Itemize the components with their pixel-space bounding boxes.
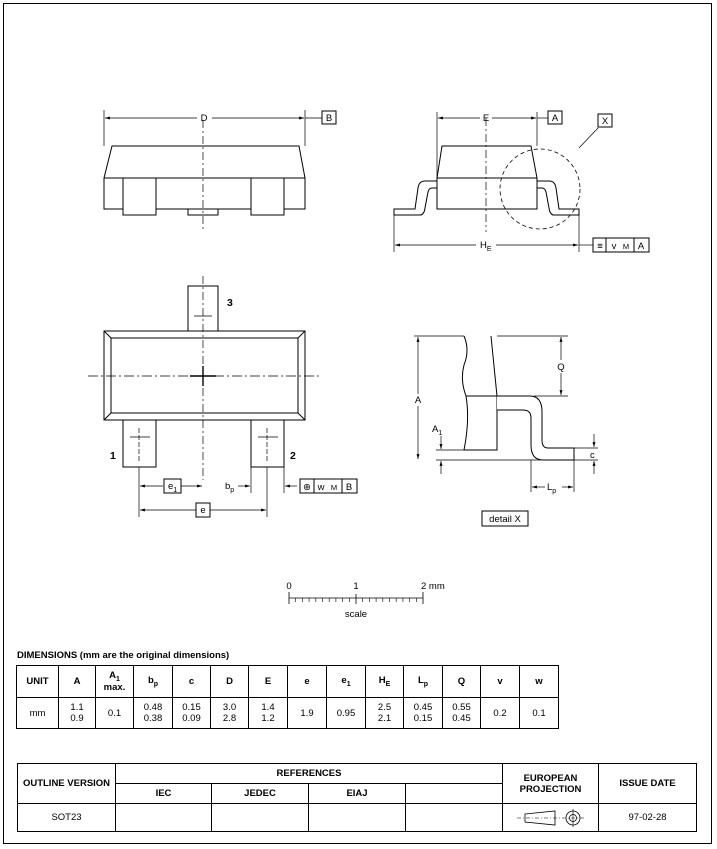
dim-label-lp: $L_p$ — [547, 482, 557, 495]
top-view — [104, 110, 336, 232]
dim-value: 0.1 — [107, 707, 122, 719]
dim-value: 0.55 — [452, 702, 471, 713]
dim-value: 2.5 — [377, 702, 392, 713]
dimensions-table — [16, 665, 559, 729]
dim-header-symbol: v — [497, 676, 503, 687]
dim-value-cell — [96, 698, 134, 729]
dim-header-subscript: p — [153, 680, 159, 688]
dim-header-extra: max. — [103, 682, 126, 694]
scale-tick-0: 0 — [286, 581, 292, 592]
dim-header-cell — [404, 666, 443, 698]
pin-label-1: 1 — [110, 450, 116, 462]
dim-value-cell — [173, 698, 211, 729]
dim-value: 0.1 — [532, 707, 546, 719]
dim-header-cell — [443, 666, 481, 698]
dim-header-cell — [134, 666, 173, 698]
dim-value: 1.4 — [261, 702, 275, 713]
dim-header-symbol: E — [264, 676, 272, 687]
dim-header-symbol: b — [147, 675, 154, 687]
dim-value: 0.45 — [452, 713, 471, 724]
dim-value-cell — [249, 698, 288, 729]
dim-label-e: e — [200, 505, 206, 516]
dim-value: 0.45 — [413, 702, 433, 713]
dim-value: 1.9 — [300, 707, 314, 719]
dim-label-c: c — [590, 450, 595, 461]
dim-header-symbol: H — [378, 675, 386, 687]
dim-label-a1: $A_1$ — [432, 424, 443, 437]
dim-header-cell — [520, 666, 559, 698]
dim-header-cell — [481, 666, 520, 698]
dim-value: mm — [29, 707, 46, 719]
dim-header-cell — [288, 666, 327, 698]
dim-value-cell — [404, 698, 443, 729]
dim-value: 2.1 — [377, 713, 392, 724]
dim-value: 0.15 — [182, 702, 201, 713]
dim-value-cell — [520, 698, 559, 729]
dim-header-symbol: L — [417, 675, 424, 687]
dim-header-symbol: A — [109, 669, 116, 681]
eiaj-header: EIAJ — [309, 784, 406, 804]
detail-ref-x: X — [601, 116, 609, 127]
tol-zone-v: v — [611, 241, 617, 252]
projection-symbol-cell — [503, 804, 599, 832]
dim-header-subscript: E — [385, 680, 391, 688]
tol-symbol-b: ⊕ — [303, 482, 311, 493]
dim-label-he: $H_E$ — [480, 240, 492, 253]
dim-header-symbol: w — [535, 676, 543, 687]
dim-value: 0.2 — [493, 707, 507, 719]
datum-label-a: A — [551, 113, 559, 124]
dim-label-e-body: E — [482, 113, 490, 124]
dim-label-q: Q — [557, 362, 565, 373]
dim-value: 0.15 — [413, 713, 433, 724]
outline-version-header: OUTLINE VERSION — [18, 764, 116, 804]
dim-value: 2.8 — [222, 713, 237, 724]
dim-value: 0.48 — [143, 702, 163, 713]
dim-value: 0.95 — [336, 707, 356, 719]
dim-value: 3.0 — [222, 702, 237, 713]
dim-value-cell — [59, 698, 96, 729]
eiaj-value — [309, 804, 406, 832]
detail-x-caption: detail X — [489, 514, 521, 525]
dim-label-d: D — [200, 113, 208, 124]
dimensions-header-row — [17, 666, 559, 698]
dim-header-symbol: Q — [457, 676, 466, 687]
iec-value — [116, 804, 212, 832]
issue-date-value: 97-02-28 — [599, 804, 697, 832]
dim-header-subscript: 1 — [346, 680, 351, 688]
dim-header-subscript: 1 — [115, 675, 120, 683]
extra-reference-value — [406, 804, 503, 832]
issue-date-header: ISSUE DATE — [599, 764, 697, 804]
jedec-value — [212, 804, 309, 832]
dim-header-symbol: A — [73, 676, 81, 687]
dim-header-cell — [211, 666, 249, 698]
scale-label: scale — [344, 609, 368, 620]
dim-header-subscript: p — [423, 680, 429, 688]
dimensions-heading: DIMENSIONS (mm are the original dimensions) — [17, 650, 230, 661]
projection-symbol-icon — [511, 808, 591, 828]
dimensions-data-row — [17, 698, 559, 729]
references-table — [17, 763, 697, 832]
references-header: REFERENCES — [116, 764, 503, 784]
side-view — [394, 111, 649, 252]
dim-value-cell — [134, 698, 173, 729]
dim-header-cell — [173, 666, 211, 698]
dim-value: 1.1 — [70, 702, 84, 713]
dim-label-bp: $b_p$ — [225, 481, 235, 494]
tol-symbol-a: ≡ — [597, 241, 603, 252]
dim-label-e1: $e_1$ — [168, 481, 178, 494]
dim-header-symbol: UNIT — [26, 676, 49, 687]
dim-value-cell — [481, 698, 520, 729]
dim-value: 1.2 — [261, 713, 275, 724]
outline-version-value: SOT23 — [18, 804, 116, 832]
scale-tick-1: 1 — [353, 581, 359, 592]
tol-zone-w: w — [317, 482, 325, 493]
tol-datum-b: B — [345, 482, 353, 493]
dim-value-cell — [288, 698, 327, 729]
dim-header-symbol: e — [304, 676, 310, 687]
dim-header-cell — [59, 666, 96, 698]
dim-value: 0.9 — [70, 713, 84, 724]
dim-value-cell — [366, 698, 404, 729]
datum-label-b: B — [325, 113, 333, 124]
iec-header: IEC — [116, 784, 212, 804]
dim-header-cell — [327, 666, 366, 698]
plan-view — [88, 276, 357, 517]
pin-label-3: 3 — [227, 297, 233, 309]
tol-datum-a: A — [637, 241, 645, 252]
scale-tick-2: 2 mm — [421, 581, 445, 592]
tol-modifier-b: M — [330, 483, 338, 492]
dim-value-cell — [211, 698, 249, 729]
european-projection-header: EUROPEAN PROJECTION — [503, 764, 599, 804]
dim-value-cell — [327, 698, 366, 729]
dim-header-symbol: e — [341, 675, 347, 687]
dim-header-symbol: c — [188, 676, 195, 687]
tol-modifier-a: M — [622, 242, 630, 251]
dim-value: 0.09 — [182, 713, 201, 724]
dim-value-cell — [17, 698, 59, 729]
dim-value: 0.38 — [143, 713, 163, 724]
dim-label-a: A — [414, 395, 422, 406]
dim-header-cell — [366, 666, 404, 698]
dim-value-cell — [443, 698, 481, 729]
jedec-header: JEDEC — [212, 784, 309, 804]
pin-label-2: 2 — [290, 450, 296, 462]
dim-header-symbol: D — [226, 676, 233, 687]
dim-header-cell — [96, 666, 134, 698]
dim-header-cell — [17, 666, 59, 698]
extra-reference-header — [406, 784, 503, 804]
dim-header-cell — [249, 666, 288, 698]
